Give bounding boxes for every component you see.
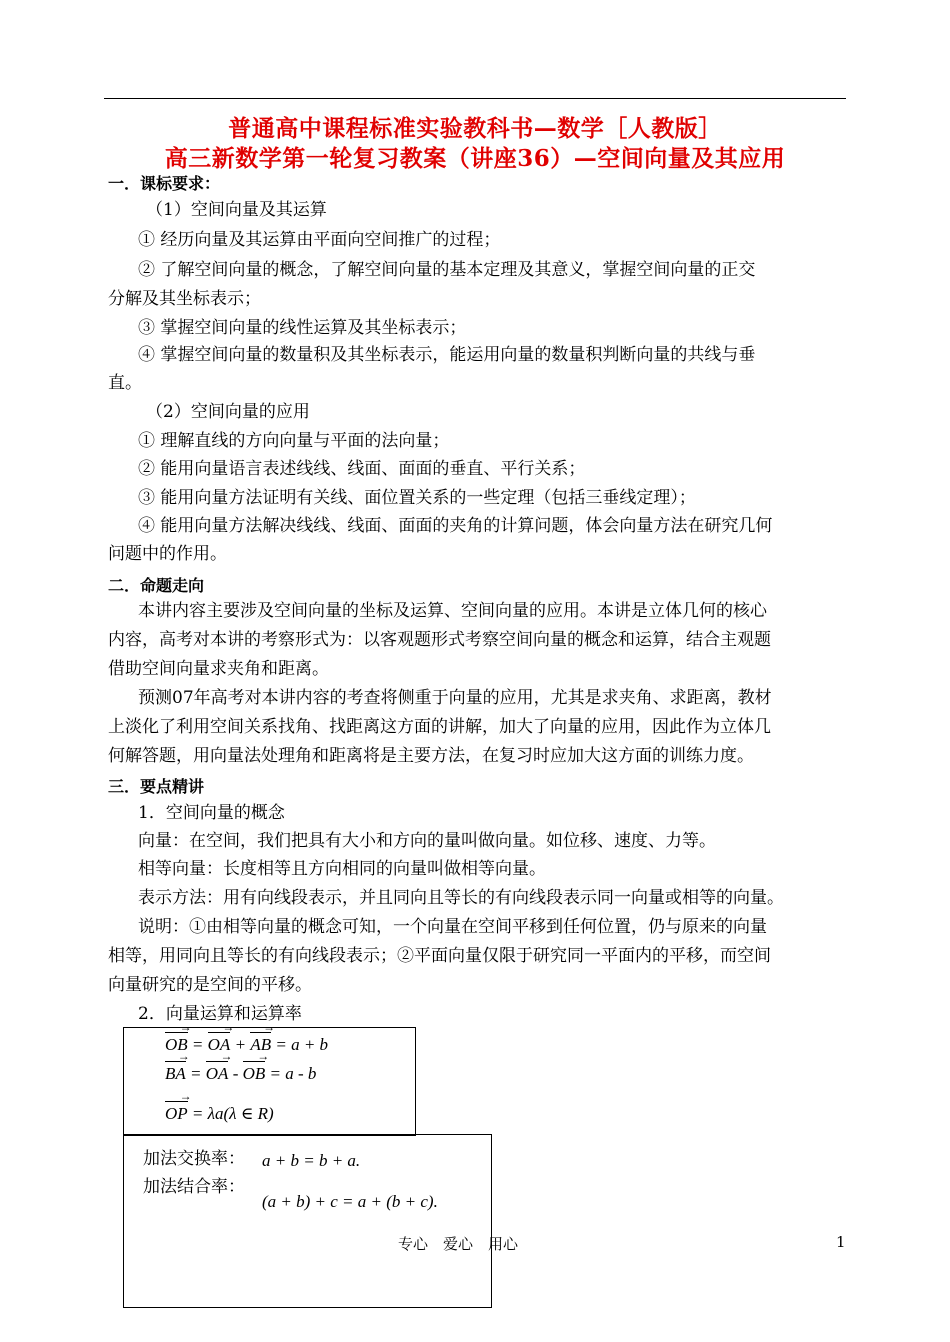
note-line: 相等，用同向且等长的有向线段表示；②平面向量仅限于研究同一平面内的平移，而空间 <box>108 946 771 966</box>
section-1-item: ② 能用向量语言表述线线、线面、面面的垂直、平行关系； <box>138 459 586 479</box>
page-number: 1 <box>836 1233 846 1251</box>
section-1-item: ③ 掌握空间向量的线性运算及其坐标表示； <box>138 318 467 338</box>
section-1-item: ④ 能用向量方法解决线线、线面、面面的夹角的计算问题，体会向量方法在研究几何 <box>138 516 773 536</box>
section-1-sub1: （1）空间向量及其运算 <box>146 200 327 220</box>
note-line: 向量研究的是空间的平移。 <box>108 975 312 995</box>
section-1-item-cont: 分解及其坐标表示； <box>108 289 261 309</box>
commutative-law: a + b = b + a. <box>262 1151 361 1170</box>
page-title: 普通高中课程标准实验教科书—数学［人教版］ <box>228 115 722 142</box>
paragraph-line: 上淡化了利用空间关系找角、找距离这方面的讲解，加大了向量的应用，因此作为立体几 <box>108 717 771 737</box>
paragraph-line: 本讲内容主要涉及空间向量的坐标及运算、空间向量的应用。本讲是立体几何的核心 <box>138 601 767 621</box>
subsection-title: 2．向量运算和运算率 <box>138 1004 302 1024</box>
law-label: 加法交换率： <box>143 1149 245 1169</box>
definition-line: 向量：在空间，我们把具有大小和方向的量叫做向量。如位移、速度、力等。 <box>138 831 716 851</box>
section-2-heading: 二．命题走向 <box>108 576 205 595</box>
section-1-item-cont: 问题中的作用。 <box>108 544 227 564</box>
section-1-item: ③ 能用向量方法证明有关线、面位置关系的一些定理（包括三垂线定理）； <box>138 488 696 508</box>
lecture-title: 高三新数学第一轮复习教案（讲座36）—空间向量及其应用 <box>164 145 786 172</box>
section-1-item: ④ 掌握空间向量的数量积及其坐标表示，能运用向量的数量积判断向量的共线与垂 <box>138 345 756 365</box>
formula-ob: OB → = OA → + AB → = a + b <box>165 1035 328 1055</box>
paragraph-line: 何解答题，用向量法处理角和距离将是主要方法，在复习时应加大这方面的训练力度。 <box>108 746 754 766</box>
formula-ba: BA → = OA → - OB → = a - b <box>165 1064 316 1084</box>
formula-op: OP → = λa(λ ∈ R) <box>165 1104 274 1124</box>
definition-line: 表示方法：用有向线段表示，并且同向且等长的有向线段表示同一向量或相等的向量。 <box>138 888 784 908</box>
definition-line: 相等向量：长度相等且方向相同的向量叫做相等向量。 <box>138 859 546 879</box>
section-1-item-cont: 直。 <box>108 373 142 393</box>
associative-law: (a + b) + c = a + (b + c). <box>262 1192 438 1211</box>
section-1-item: ② 了解空间向量的概念，了解空间向量的基本定理及其意义，掌握空间向量的正交 <box>138 260 756 280</box>
section-1-item: ① 理解直线的方向向量与平面的法向量； <box>138 431 450 451</box>
section-1-heading: 一．课标要求： <box>108 174 221 193</box>
law-label: 加法结合率： <box>143 1177 245 1197</box>
paragraph-line: 内容，高考对本讲的考察形式为：以客观题形式考察空间向量的概念和运算，结合主观题 <box>108 630 771 650</box>
paragraph-line: 借助空间向量求夹角和距离。 <box>108 659 329 679</box>
section-1-item: ① 经历向量及其运算由平面向空间推广的过程； <box>138 230 501 250</box>
footer-motto: 专心 爱心 用心 <box>398 1235 519 1253</box>
note-line: 说明：①由相等向量的概念可知，一个向量在空间平移到任何位置，仍与原来的向量 <box>138 917 767 937</box>
section-3-heading: 三．要点精讲 <box>108 777 205 796</box>
paragraph-line: 预测07年高考对本讲内容的考查将侧重于向量的应用，尤其是求夹角、求距离，教材 <box>138 688 772 708</box>
subsection-title: 1．空间向量的概念 <box>138 803 285 823</box>
section-1-sub2: （2）空间向量的应用 <box>146 402 310 422</box>
header-rule <box>104 98 846 99</box>
